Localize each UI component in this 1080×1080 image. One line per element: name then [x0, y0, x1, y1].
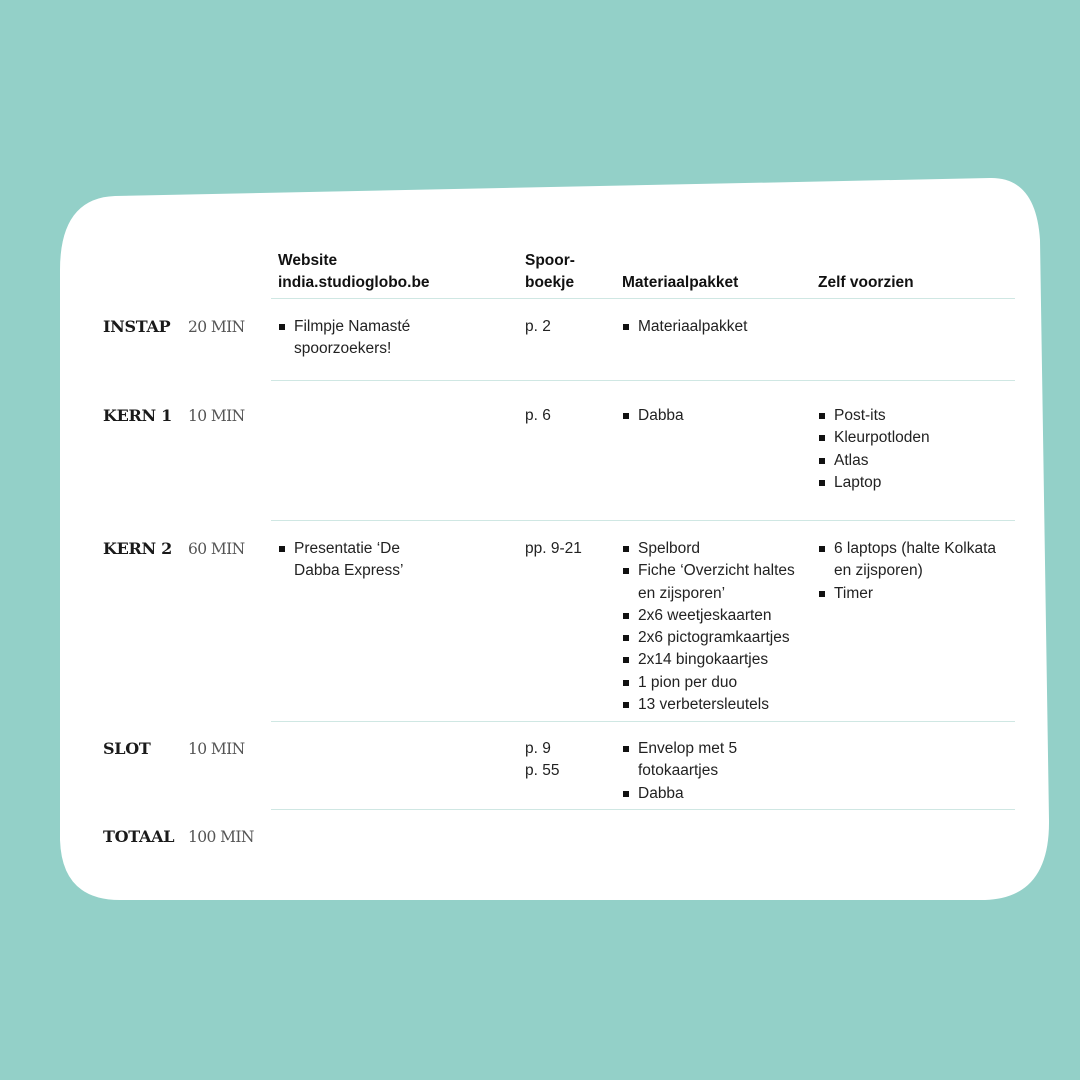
header-divider	[271, 298, 1015, 299]
pages-cell	[525, 405, 551, 427]
header-materiaalpakket: Materiaalpakket	[622, 274, 739, 291]
list-item: 6 laptops (halte Kolkata en zijsporen)	[818, 538, 1003, 583]
phase-duration: 10 MIN	[188, 407, 245, 425]
row-divider	[271, 520, 1015, 521]
header-website: Website india.studioglobo.be	[278, 252, 430, 291]
list-item: Post-its	[818, 405, 1008, 427]
list-item: Fiche ‘Overzicht haltes en zijsporen’	[622, 560, 807, 605]
list-item: Atlas	[818, 450, 1008, 472]
phase-label: SLOT	[103, 739, 151, 758]
pages-cell	[525, 316, 551, 338]
page-ref: p. 9	[525, 740, 551, 757]
pages-cell	[525, 538, 582, 560]
list-item: Presentatie ‘De Dabba Express’	[278, 538, 448, 583]
phase-label: INSTAP	[103, 317, 171, 336]
website-cell	[278, 538, 448, 583]
phase-label: KERN 1	[103, 406, 172, 425]
list-item: Spelbord	[622, 538, 807, 560]
phase-duration: 20 MIN	[188, 318, 245, 336]
list-item: 1 pion per duo	[622, 672, 807, 694]
page-ref: p. 6	[525, 407, 551, 424]
header-spoorboekje: Spoor- boekje	[525, 252, 575, 291]
list-item: Dabba	[622, 405, 812, 427]
materials-cell	[622, 316, 812, 338]
total-duration: 100 MIN	[188, 828, 254, 846]
row-divider	[271, 380, 1015, 381]
page-ref: p. 55	[525, 762, 560, 780]
pages-cell	[525, 738, 559, 783]
list-item: Envelop met 5 fotokaartjes	[622, 738, 752, 783]
total-label: TOTAAL	[103, 827, 175, 846]
list-item: Laptop	[818, 472, 1008, 494]
list-item: 2x6 pictogramkaartjes	[622, 627, 807, 649]
list-item: 2x6 weetjeskaarten	[622, 605, 807, 627]
self-cell	[818, 405, 1008, 494]
page-ref: p. 2	[525, 318, 551, 335]
website-cell	[278, 316, 468, 361]
materials-cell	[622, 538, 807, 716]
list-item: Filmpje Namasté spoorzoekers!	[278, 316, 468, 361]
row-divider	[271, 809, 1015, 810]
list-item: Dabba	[622, 783, 752, 805]
list-item: Timer	[818, 583, 1003, 605]
phase-duration: 60 MIN	[188, 540, 245, 558]
list-item: 2x14 bingokaartjes	[622, 649, 807, 671]
self-cell	[818, 538, 1003, 605]
page-ref: pp. 9-21	[525, 540, 582, 557]
phase-label: KERN 2	[103, 539, 172, 558]
list-item: 13 verbetersleutels	[622, 694, 807, 716]
materials-cell	[622, 405, 812, 427]
materials-cell	[622, 738, 752, 805]
phase-duration: 10 MIN	[188, 740, 245, 758]
row-divider	[271, 721, 1015, 722]
list-item: Kleurpotloden	[818, 427, 1008, 449]
header-zelf-voorzien: Zelf voorzien	[818, 274, 914, 291]
list-item: Materiaalpakket	[622, 316, 812, 338]
